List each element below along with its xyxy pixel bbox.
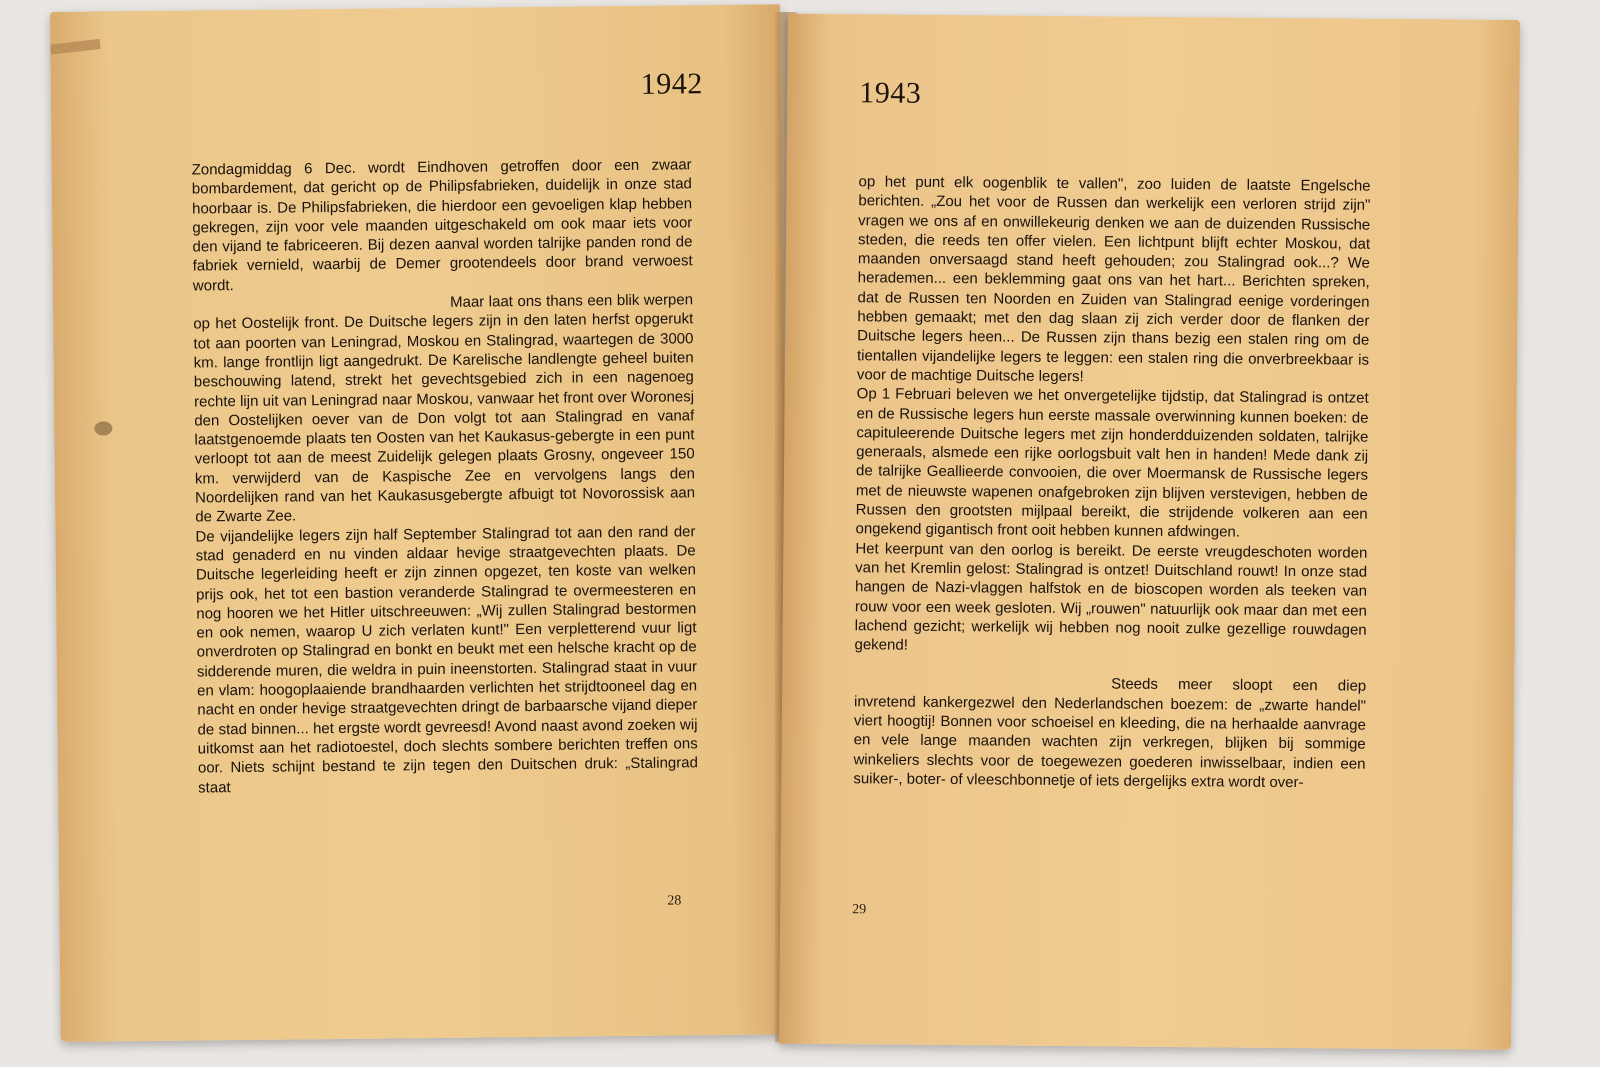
right-page-year: 1943 <box>859 76 922 110</box>
open-book <box>40 12 1530 1052</box>
torn-corner <box>50 39 101 55</box>
right-page-text <box>853 172 1370 793</box>
left-page <box>50 4 791 1042</box>
left-page-text <box>192 155 699 797</box>
paragraph: Zondagmiddag 6 Dec. wordt Eindhoven getroffen door een zwaar bombardement, dat gericht op de Philipsfabrieken, duidelijk in onze stad hoorbaar is. De Philipsfabrieken, die hierdoor een gevoeligen klap hebben gekregen, zijn voor vele maanden uitgeschakeld om ook maar iets voor den vijand te fabriceeren. Bij dezen aanval worden talrijke panden rond de fabriek vernield, waarbij de Demer grootendeels door brand verwoest wordt. <box>191 156 693 295</box>
left-page-year: 1942 <box>640 67 703 101</box>
right-page <box>779 14 1520 1050</box>
page-stain <box>94 421 112 435</box>
paragraph: Op 1 Februari beleven we het onvergetelijke tijdstip, dat Stalingrad is ontzet en de Russische legers hun eerste massale overwinning kunnen boeken: de capituleerende Duitsche legers met zijn honderdduizenden soldaten, talrijke generaals, alsmede een rijke oorlogsbuit valt hen in handen! Mede dank zij de talrijke Geallieerde convooien, die over Moermansk de Russische legers met de nieuwste wapenen onafgebroken zijn blijven verstevigen, hebben de Russen den grootsten mijlpaal bereikt, die strijdende volkeren aan een ongekend gigantisch front ooit hebben kunnen afdwingen. <box>855 385 1369 541</box>
paragraph: Het keerpunt van den oorlog is bereikt. De eerste vreugdeschoten worden van het Kremlin gelost: Stalingrad is ontzet! Duitschland rouwt! In onze stad hangen de Nazi-vlaggen halfstok en de bioscopen worden als teeken van rouw voor een week gesloten. Wij „rouwen" natuurlijk ook maar dan met een lachend gezicht; werkelijk wij hebben nog nooit zulke gezellige rouwdagen gekend! <box>854 539 1368 654</box>
left-page-number: 28 <box>667 893 682 909</box>
paragraph: Steeds meer sloopt een diep invretend kankergezwel den Nederlandschen boezem: de „zwarte handel" viert hoogtij! Bonnen voor schoeisel en kleeding, die na herhaalde aanvrage en vele lange maanden wachten zijn verkregen, blijken bij sommige winkeliers slechts voor de toegewezen goederen inwisselbaar, indien een suiker-, boter- of vleeschbonnetje of iets dergelijks extra wordt over- <box>853 675 1367 792</box>
paragraph: Maar laat ons thans een blik werpen op het Oostelijk front. De Duitsche legers zijn in den laten herfst opgerukt tot aan poorten van Leningrad, Moskou en Stalingrad, waartegen de 3000 km. lange frontlijn ligt aangedrukt. De Karelische landlengte geheel buiten beschouwing latend, strekt het gevechtsgebied zich in een nagenoeg rechte lijn uit van Leningrad naar Moskou, vanwaar het front over Woronesj den Oostelijken oever van de Don volgt tot aan Stalingrad en vanaf laatstgenoemde plaats ten Oosten van het Kaukasus-gebergte in een punt verloopt tot aan de meest Zuidelijk gelegen plaats Grosny, ongeveer 150 km. verwijderd van de Kaspische Zee en vervolgens langs den Noordelijken rand van het Kaukasusgebergte afbuigt tot Novorossisk aan de Zwarte Zee. <box>193 291 696 526</box>
paragraph: op het punt elk oogenblik te vallen", zoo luiden de laatste Engelsche berichten. „Zou het voor de Russen dan werkelijk een verloren strijd zijn" vragen we ons af en onwillekeurig denken we aan de duizenden Russische steden, die reeds ten offer vielen. Een lichtpunt blijft echter Moskou, dat maanden onversaagd stand heeft gehouden; zou Stalingrad ook...? We herademen... een beklemming gaat ons van het hart... Berichten spreken, dat de Russen ten Noorden en Zuiden van Stalingrad eenige vorderingen hebben gemaakt; met den dag slaan zij zich verder door de flanken der Duitsche legers heen... De Russen zijn thans bezig een stalen ring om de tientallen vijandelijke legers te leggen: een stalen ring die onverbreekbaar is voor de machtige Duitsche legers! <box>856 173 1371 386</box>
paragraph: De vijandelijke legers zijn half September Stalingrad tot aan den rand der stad genaderd en nu vinden aldaar hevige straatgevechten plaats. De Duitsche legerleiding heeft er zijn zinnen opgezet, ten koste van welken prijs ook, het tot een bastion veranderde Stalingrad te overmeesteren en nog hooren we het Hitler uitschreeuwen: „Wij zullen Stalingrad bestormen en ook nemen, waarop U zich verlaten kunt!" Een verpletterend vuur ligt onverdroten op Stalingrad en bonkt en beukt met een helsche kracht op de sidderende muren, die weldra in puin ineenstorten. Stalingrad staat in vuur en vlam: hoogoplaaiende brandhaarden verlichten het strijdtooneel dag en nacht en onder hevige straatgevechten dringt de barbaarsche vijand dieper de stad binnen... het ergste wordt gevreesd! Avond naast avond zoeken wij uitkomst aan het radiotoestel, doch slechts sombere berichten treffen ons oor. Niets schijnt bestand te zijn tegen den Duitschen druk: „Stalingrad staat <box>195 522 698 796</box>
right-page-number: 29 <box>852 902 867 918</box>
